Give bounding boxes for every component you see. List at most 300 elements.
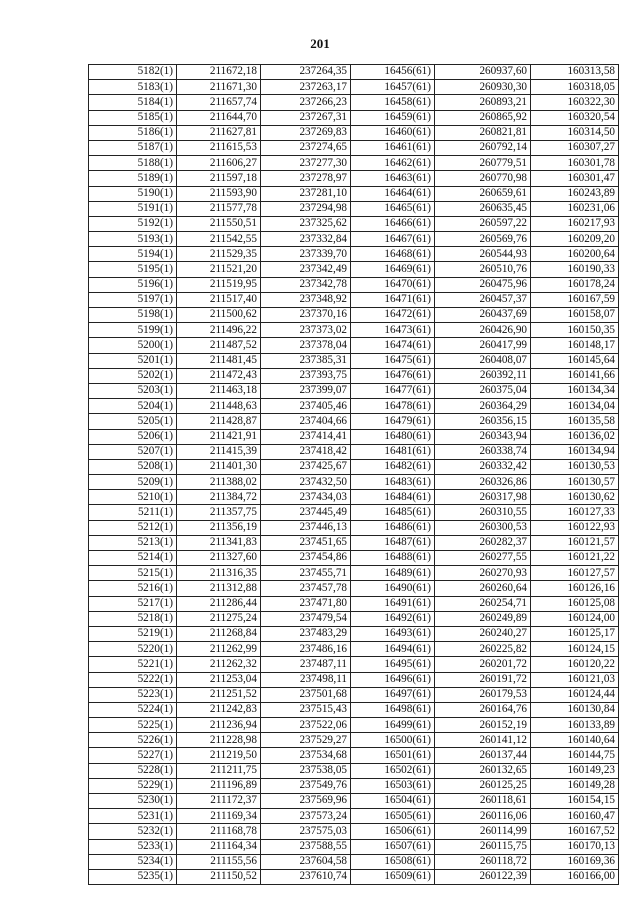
point-id-cell: 5218(1) <box>89 611 177 626</box>
y-coordinate-cell: 160217,93 <box>531 216 619 231</box>
point-id-cell: 5191(1) <box>89 201 177 216</box>
point-id-cell: 5205(1) <box>89 414 177 429</box>
point-id-cell: 5223(1) <box>89 687 177 702</box>
x-coordinate-cell: 260356,15 <box>435 414 531 429</box>
x-coordinate-cell: 260437,69 <box>435 308 531 323</box>
x-coordinate-cell: 211521,20 <box>177 262 261 277</box>
y-coordinate-cell: 237348,92 <box>261 292 351 307</box>
point-id-cell: 5202(1) <box>89 368 177 383</box>
y-coordinate-cell: 237373,02 <box>261 323 351 338</box>
y-coordinate-cell: 237264,35 <box>261 65 351 80</box>
table-row <box>89 444 619 459</box>
y-coordinate-cell: 237529,27 <box>261 733 351 748</box>
x-coordinate-cell: 260125,25 <box>435 778 531 793</box>
y-coordinate-cell: 160127,33 <box>531 505 619 520</box>
page-number: 201 <box>310 36 330 51</box>
x-coordinate-cell: 260152,19 <box>435 718 531 733</box>
y-coordinate-cell: 160120,22 <box>531 657 619 672</box>
x-coordinate-cell: 260118,61 <box>435 794 531 809</box>
y-coordinate-cell: 237522,06 <box>261 718 351 733</box>
point-id-cell: 16506(61) <box>351 824 435 839</box>
table-row <box>89 247 619 262</box>
point-id-cell: 16488(61) <box>351 551 435 566</box>
table-row <box>89 156 619 171</box>
table-body <box>89 65 619 885</box>
point-id-cell: 5219(1) <box>89 626 177 641</box>
x-coordinate-cell: 260375,04 <box>435 383 531 398</box>
y-coordinate-cell: 160130,62 <box>531 490 619 505</box>
x-coordinate-cell: 211388,02 <box>177 475 261 490</box>
x-coordinate-cell: 260937,60 <box>435 65 531 80</box>
y-coordinate-cell: 160134,04 <box>531 399 619 414</box>
point-id-cell: 5199(1) <box>89 323 177 338</box>
y-coordinate-cell: 237487,11 <box>261 657 351 672</box>
x-coordinate-cell: 260191,72 <box>435 672 531 687</box>
x-coordinate-cell: 211472,43 <box>177 368 261 383</box>
y-coordinate-cell: 237549,76 <box>261 778 351 793</box>
x-coordinate-cell: 260475,96 <box>435 277 531 292</box>
x-coordinate-cell: 260930,30 <box>435 80 531 95</box>
x-coordinate-cell: 260141,12 <box>435 733 531 748</box>
table-row <box>89 642 619 657</box>
y-coordinate-cell: 160121,22 <box>531 551 619 566</box>
table-row <box>89 809 619 824</box>
x-coordinate-cell: 211428,87 <box>177 414 261 429</box>
point-id-cell: 16508(61) <box>351 854 435 869</box>
y-coordinate-cell: 160150,35 <box>531 323 619 338</box>
x-coordinate-cell: 211251,52 <box>177 687 261 702</box>
table-row <box>89 596 619 611</box>
table-row <box>89 778 619 793</box>
y-coordinate-cell: 160141,66 <box>531 368 619 383</box>
y-coordinate-cell: 237277,30 <box>261 156 351 171</box>
y-coordinate-cell: 160125,17 <box>531 626 619 641</box>
x-coordinate-cell: 211597,18 <box>177 171 261 186</box>
x-coordinate-cell: 260118,72 <box>435 854 531 869</box>
y-coordinate-cell: 160124,44 <box>531 687 619 702</box>
table-row <box>89 383 619 398</box>
x-coordinate-cell: 260338,74 <box>435 444 531 459</box>
x-coordinate-cell: 260635,45 <box>435 201 531 216</box>
x-coordinate-cell: 211236,94 <box>177 718 261 733</box>
x-coordinate-cell: 211542,55 <box>177 232 261 247</box>
y-coordinate-cell: 237479,54 <box>261 611 351 626</box>
point-id-cell: 16458(61) <box>351 95 435 110</box>
y-coordinate-cell: 160124,00 <box>531 611 619 626</box>
y-coordinate-cell: 237266,23 <box>261 95 351 110</box>
table-row <box>89 718 619 733</box>
y-coordinate-cell: 237515,43 <box>261 702 351 717</box>
y-coordinate-cell: 160314,50 <box>531 125 619 140</box>
point-id-cell: 5198(1) <box>89 308 177 323</box>
point-id-cell: 16486(61) <box>351 520 435 535</box>
table-row <box>89 216 619 231</box>
point-id-cell: 5213(1) <box>89 535 177 550</box>
x-coordinate-cell: 260659,61 <box>435 186 531 201</box>
y-coordinate-cell: 237393,75 <box>261 368 351 383</box>
x-coordinate-cell: 211262,99 <box>177 642 261 657</box>
x-coordinate-cell: 260326,86 <box>435 475 531 490</box>
point-id-cell: 16459(61) <box>351 110 435 125</box>
y-coordinate-cell: 237588,55 <box>261 839 351 854</box>
y-coordinate-cell: 237446,13 <box>261 520 351 535</box>
point-id-cell: 5227(1) <box>89 748 177 763</box>
y-coordinate-cell: 237432,50 <box>261 475 351 490</box>
x-coordinate-cell: 260277,55 <box>435 551 531 566</box>
y-coordinate-cell: 160134,34 <box>531 383 619 398</box>
y-coordinate-cell: 237269,83 <box>261 125 351 140</box>
y-coordinate-cell: 237445,49 <box>261 505 351 520</box>
x-coordinate-cell: 211150,52 <box>177 869 261 884</box>
table-row <box>89 171 619 186</box>
y-coordinate-cell: 237538,05 <box>261 763 351 778</box>
y-coordinate-cell: 160133,89 <box>531 718 619 733</box>
y-coordinate-cell: 237569,96 <box>261 794 351 809</box>
x-coordinate-cell: 260254,71 <box>435 596 531 611</box>
x-coordinate-cell: 260270,93 <box>435 566 531 581</box>
x-coordinate-cell: 211415,39 <box>177 444 261 459</box>
x-coordinate-cell: 211384,72 <box>177 490 261 505</box>
x-coordinate-cell: 260408,07 <box>435 353 531 368</box>
x-coordinate-cell: 260317,98 <box>435 490 531 505</box>
point-id-cell: 5233(1) <box>89 839 177 854</box>
point-id-cell: 16477(61) <box>351 383 435 398</box>
y-coordinate-cell: 160144,75 <box>531 748 619 763</box>
y-coordinate-cell: 160167,52 <box>531 824 619 839</box>
x-coordinate-cell: 260779,51 <box>435 156 531 171</box>
x-coordinate-cell: 260300,53 <box>435 520 531 535</box>
y-coordinate-cell: 160122,93 <box>531 520 619 535</box>
table-row <box>89 505 619 520</box>
table-row <box>89 763 619 778</box>
point-id-cell: 16463(61) <box>351 171 435 186</box>
table-row <box>89 232 619 247</box>
table-row <box>89 733 619 748</box>
y-coordinate-cell: 160158,07 <box>531 308 619 323</box>
point-id-cell: 5183(1) <box>89 80 177 95</box>
y-coordinate-cell: 237294,98 <box>261 201 351 216</box>
x-coordinate-cell: 260792,14 <box>435 140 531 155</box>
y-coordinate-cell: 160124,15 <box>531 642 619 657</box>
point-id-cell: 5217(1) <box>89 596 177 611</box>
x-coordinate-cell: 211463,18 <box>177 383 261 398</box>
point-id-cell: 16468(61) <box>351 247 435 262</box>
table-row <box>89 672 619 687</box>
x-coordinate-cell: 260116,06 <box>435 809 531 824</box>
point-id-cell: 16484(61) <box>351 490 435 505</box>
point-id-cell: 5214(1) <box>89 551 177 566</box>
point-id-cell: 16460(61) <box>351 125 435 140</box>
table-row <box>89 140 619 155</box>
y-coordinate-cell: 237342,78 <box>261 277 351 292</box>
table-row <box>89 125 619 140</box>
x-coordinate-cell: 211253,04 <box>177 672 261 687</box>
y-coordinate-cell: 160167,59 <box>531 292 619 307</box>
y-coordinate-cell: 160130,53 <box>531 459 619 474</box>
point-id-cell: 5197(1) <box>89 292 177 307</box>
x-coordinate-cell: 211500,62 <box>177 308 261 323</box>
table-row <box>89 414 619 429</box>
point-id-cell: 5215(1) <box>89 566 177 581</box>
table-row <box>89 201 619 216</box>
y-coordinate-cell: 160301,47 <box>531 171 619 186</box>
x-coordinate-cell: 260249,89 <box>435 611 531 626</box>
x-coordinate-cell: 260426,90 <box>435 323 531 338</box>
y-coordinate-cell: 237378,04 <box>261 338 351 353</box>
y-coordinate-cell: 237414,41 <box>261 429 351 444</box>
coordinates-table <box>88 64 619 885</box>
x-coordinate-cell: 260310,55 <box>435 505 531 520</box>
x-coordinate-cell: 260225,82 <box>435 642 531 657</box>
x-coordinate-cell: 260137,44 <box>435 748 531 763</box>
y-coordinate-cell: 160200,64 <box>531 247 619 262</box>
point-id-cell: 5189(1) <box>89 171 177 186</box>
point-id-cell: 16495(61) <box>351 657 435 672</box>
table-row <box>89 475 619 490</box>
table-row <box>89 110 619 125</box>
x-coordinate-cell: 211421,91 <box>177 429 261 444</box>
y-coordinate-cell: 237281,10 <box>261 186 351 201</box>
point-id-cell: 16490(61) <box>351 581 435 596</box>
x-coordinate-cell: 211211,75 <box>177 763 261 778</box>
point-id-cell: 16491(61) <box>351 596 435 611</box>
x-coordinate-cell: 211519,95 <box>177 277 261 292</box>
point-id-cell: 16474(61) <box>351 338 435 353</box>
point-id-cell: 16496(61) <box>351 672 435 687</box>
table-row <box>89 459 619 474</box>
point-id-cell: 16467(61) <box>351 232 435 247</box>
y-coordinate-cell: 237342,49 <box>261 262 351 277</box>
x-coordinate-cell: 260132,65 <box>435 763 531 778</box>
x-coordinate-cell: 211401,30 <box>177 459 261 474</box>
table-row <box>89 535 619 550</box>
y-coordinate-cell: 160170,13 <box>531 839 619 854</box>
point-id-cell: 16465(61) <box>351 201 435 216</box>
table-row <box>89 626 619 641</box>
y-coordinate-cell: 237434,03 <box>261 490 351 505</box>
y-coordinate-cell: 160149,28 <box>531 778 619 793</box>
x-coordinate-cell: 260569,76 <box>435 232 531 247</box>
x-coordinate-cell: 211615,53 <box>177 140 261 155</box>
x-coordinate-cell: 211168,78 <box>177 824 261 839</box>
y-coordinate-cell: 237454,86 <box>261 551 351 566</box>
x-coordinate-cell: 211672,18 <box>177 65 261 80</box>
y-coordinate-cell: 237274,65 <box>261 140 351 155</box>
point-id-cell: 16500(61) <box>351 733 435 748</box>
table-row <box>89 702 619 717</box>
x-coordinate-cell: 260201,72 <box>435 657 531 672</box>
point-id-cell: 5188(1) <box>89 156 177 171</box>
y-coordinate-cell: 237455,71 <box>261 566 351 581</box>
table-row <box>89 308 619 323</box>
x-coordinate-cell: 260417,99 <box>435 338 531 353</box>
x-coordinate-cell: 260865,92 <box>435 110 531 125</box>
x-coordinate-cell: 211327,60 <box>177 551 261 566</box>
table-row <box>89 657 619 672</box>
point-id-cell: 16492(61) <box>351 611 435 626</box>
y-coordinate-cell: 160169,36 <box>531 854 619 869</box>
point-id-cell: 5226(1) <box>89 733 177 748</box>
y-coordinate-cell: 237610,74 <box>261 869 351 884</box>
point-id-cell: 16494(61) <box>351 642 435 657</box>
x-coordinate-cell: 211577,78 <box>177 201 261 216</box>
point-id-cell: 16464(61) <box>351 186 435 201</box>
point-id-cell: 5201(1) <box>89 353 177 368</box>
point-id-cell: 5196(1) <box>89 277 177 292</box>
x-coordinate-cell: 211448,63 <box>177 399 261 414</box>
point-id-cell: 16457(61) <box>351 80 435 95</box>
point-id-cell: 5235(1) <box>89 869 177 884</box>
point-id-cell: 5194(1) <box>89 247 177 262</box>
y-coordinate-cell: 160134,94 <box>531 444 619 459</box>
y-coordinate-cell: 237575,03 <box>261 824 351 839</box>
y-coordinate-cell: 160145,64 <box>531 353 619 368</box>
point-id-cell: 5207(1) <box>89 444 177 459</box>
y-coordinate-cell: 160160,47 <box>531 809 619 824</box>
x-coordinate-cell: 211228,98 <box>177 733 261 748</box>
x-coordinate-cell: 260893,21 <box>435 95 531 110</box>
point-id-cell: 16507(61) <box>351 839 435 854</box>
point-id-cell: 16482(61) <box>351 459 435 474</box>
table-row <box>89 186 619 201</box>
point-id-cell: 16489(61) <box>351 566 435 581</box>
x-coordinate-cell: 211164,34 <box>177 839 261 854</box>
table-row <box>89 80 619 95</box>
point-id-cell: 16475(61) <box>351 353 435 368</box>
point-id-cell: 5228(1) <box>89 763 177 778</box>
point-id-cell: 16505(61) <box>351 809 435 824</box>
y-coordinate-cell: 237534,68 <box>261 748 351 763</box>
y-coordinate-cell: 160313,58 <box>531 65 619 80</box>
y-coordinate-cell: 160318,05 <box>531 80 619 95</box>
point-id-cell: 5209(1) <box>89 475 177 490</box>
x-coordinate-cell: 211275,24 <box>177 611 261 626</box>
point-id-cell: 5212(1) <box>89 520 177 535</box>
point-id-cell: 16485(61) <box>351 505 435 520</box>
y-coordinate-cell: 237385,31 <box>261 353 351 368</box>
x-coordinate-cell: 260282,37 <box>435 535 531 550</box>
table-row <box>89 551 619 566</box>
table-row <box>89 687 619 702</box>
table-row <box>89 368 619 383</box>
point-id-cell: 16487(61) <box>351 535 435 550</box>
table-row <box>89 824 619 839</box>
y-coordinate-cell: 160231,06 <box>531 201 619 216</box>
y-coordinate-cell: 237451,65 <box>261 535 351 550</box>
table-row <box>89 353 619 368</box>
x-coordinate-cell: 211606,27 <box>177 156 261 171</box>
x-coordinate-cell: 211357,75 <box>177 505 261 520</box>
table-row <box>89 277 619 292</box>
x-coordinate-cell: 211262,32 <box>177 657 261 672</box>
x-coordinate-cell: 211496,22 <box>177 323 261 338</box>
point-id-cell: 16456(61) <box>351 65 435 80</box>
table-row <box>89 429 619 444</box>
table-row <box>89 611 619 626</box>
y-coordinate-cell: 160320,54 <box>531 110 619 125</box>
point-id-cell: 16509(61) <box>351 869 435 884</box>
point-id-cell: 16472(61) <box>351 308 435 323</box>
point-id-cell: 5184(1) <box>89 95 177 110</box>
x-coordinate-cell: 211172,37 <box>177 794 261 809</box>
x-coordinate-cell: 211196,89 <box>177 778 261 793</box>
y-coordinate-cell: 237325,62 <box>261 216 351 231</box>
point-id-cell: 5192(1) <box>89 216 177 231</box>
y-coordinate-cell: 160190,33 <box>531 262 619 277</box>
point-id-cell: 16473(61) <box>351 323 435 338</box>
y-coordinate-cell: 160135,58 <box>531 414 619 429</box>
y-coordinate-cell: 237405,46 <box>261 399 351 414</box>
point-id-cell: 5204(1) <box>89 399 177 414</box>
x-coordinate-cell: 211550,51 <box>177 216 261 231</box>
point-id-cell: 5220(1) <box>89 642 177 657</box>
point-id-cell: 16502(61) <box>351 763 435 778</box>
x-coordinate-cell: 211671,30 <box>177 80 261 95</box>
point-id-cell: 16466(61) <box>351 216 435 231</box>
point-id-cell: 5230(1) <box>89 794 177 809</box>
y-coordinate-cell: 160178,24 <box>531 277 619 292</box>
y-coordinate-cell: 160149,23 <box>531 763 619 778</box>
x-coordinate-cell: 211627,81 <box>177 125 261 140</box>
point-id-cell: 16476(61) <box>351 368 435 383</box>
point-id-cell: 5231(1) <box>89 809 177 824</box>
y-coordinate-cell: 237263,17 <box>261 80 351 95</box>
y-coordinate-cell: 237404,66 <box>261 414 351 429</box>
y-coordinate-cell: 160121,57 <box>531 535 619 550</box>
x-coordinate-cell: 211644,70 <box>177 110 261 125</box>
y-coordinate-cell: 160130,84 <box>531 702 619 717</box>
y-coordinate-cell: 237457,78 <box>261 581 351 596</box>
y-coordinate-cell: 237425,67 <box>261 459 351 474</box>
point-id-cell: 16479(61) <box>351 414 435 429</box>
y-coordinate-cell: 160140,64 <box>531 733 619 748</box>
y-coordinate-cell: 237483,29 <box>261 626 351 641</box>
x-coordinate-cell: 211356,19 <box>177 520 261 535</box>
point-id-cell: 16483(61) <box>351 475 435 490</box>
point-id-cell: 16493(61) <box>351 626 435 641</box>
table-row <box>89 794 619 809</box>
point-id-cell: 5229(1) <box>89 778 177 793</box>
y-coordinate-cell: 237332,84 <box>261 232 351 247</box>
table-row <box>89 854 619 869</box>
x-coordinate-cell: 260332,42 <box>435 459 531 474</box>
x-coordinate-cell: 260164,76 <box>435 702 531 717</box>
y-coordinate-cell: 160126,16 <box>531 581 619 596</box>
x-coordinate-cell: 211487,52 <box>177 338 261 353</box>
point-id-cell: 5187(1) <box>89 140 177 155</box>
y-coordinate-cell: 237498,11 <box>261 672 351 687</box>
x-coordinate-cell: 211242,83 <box>177 702 261 717</box>
x-coordinate-cell: 260597,22 <box>435 216 531 231</box>
x-coordinate-cell: 211312,88 <box>177 581 261 596</box>
y-coordinate-cell: 160243,89 <box>531 186 619 201</box>
point-id-cell: 5182(1) <box>89 65 177 80</box>
x-coordinate-cell: 260544,93 <box>435 247 531 262</box>
point-id-cell: 16499(61) <box>351 718 435 733</box>
y-coordinate-cell: 237339,70 <box>261 247 351 262</box>
x-coordinate-cell: 260240,27 <box>435 626 531 641</box>
table-row <box>89 566 619 581</box>
table-row <box>89 520 619 535</box>
point-id-cell: 5211(1) <box>89 505 177 520</box>
point-id-cell: 5210(1) <box>89 490 177 505</box>
point-id-cell: 16480(61) <box>351 429 435 444</box>
x-coordinate-cell: 211529,35 <box>177 247 261 262</box>
table-row <box>89 581 619 596</box>
y-coordinate-cell: 237573,24 <box>261 809 351 824</box>
y-coordinate-cell: 160307,27 <box>531 140 619 155</box>
point-id-cell: 5224(1) <box>89 702 177 717</box>
